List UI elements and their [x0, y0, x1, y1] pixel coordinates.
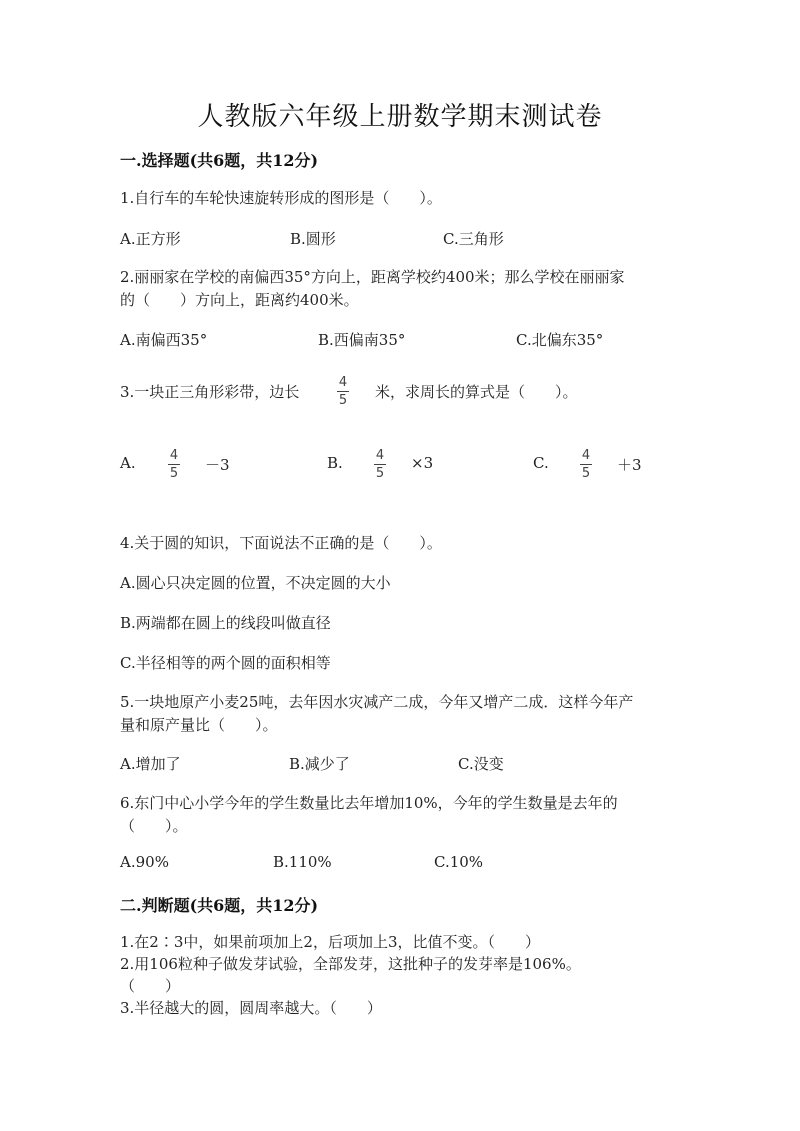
section-2-heading: 二.判断题(共6题，共12分) [120, 896, 319, 915]
question-3-before: 3.一块正三角形彩带，边长 [120, 383, 300, 401]
section-1-heading: 一.选择题(共6题，共12分) [120, 151, 319, 170]
q4-option-a[interactable]: A.圆心只决定圆的位置，不决定圆的大小 [120, 574, 391, 592]
q3-option-c-label[interactable]: C. [533, 454, 549, 472]
page-title: 人教版六年级上册数学期末测试卷 [197, 102, 603, 132]
question-5-line-1: 5.一块地原产小麦25吨，去年因水灾减产二成，今年又增产二成．这样今年产 [120, 693, 634, 711]
question-2-line-2: 的（ ）方向上，距离约400米。 [120, 291, 359, 309]
q4-option-b[interactable]: B.两端都在圆上的线段叫做直径 [120, 614, 331, 632]
q3-option-b-operation: ×3 [411, 454, 434, 472]
fraction-denominator: 5 [375, 466, 385, 481]
q3-option-a-label[interactable]: A. [120, 454, 136, 472]
question-4: 4.关于圆的知识，下面说法不正确的是（ ）。 [120, 534, 442, 552]
q2-option-b[interactable]: B.西偏南35° [318, 331, 406, 349]
question-6-line-2: （ ）。 [120, 817, 188, 835]
question-6-line-1: 6.东门中心小学今年的学生数量比去年增加10%，今年的学生数量是去年的 [120, 794, 618, 812]
q2-option-a[interactable]: A.南偏西35° [120, 331, 208, 349]
judgment-item-1: 1.在2∶3中，如果前项加上2，后项加上3，比值不变。（ ） [120, 933, 540, 951]
q6-option-a[interactable]: A.90% [120, 853, 169, 871]
q6-option-c[interactable]: C.10% [434, 853, 484, 871]
q3-option-a-fraction [168, 448, 180, 481]
q3-option-b-label[interactable]: B. [327, 454, 343, 472]
fraction-denominator: 5 [338, 393, 348, 408]
judgment-item-2: 2.用106粒种子做发芽试验，全部发芽，这批种子的发芽率是106%。 [120, 955, 581, 973]
judgment-item-3: 3.半径越大的圆，圆周率越大。（ ） [120, 999, 382, 1017]
q6-option-b[interactable]: B.110% [273, 853, 332, 871]
question-3-after: 米，求周长的算式是（ ）。 [375, 383, 578, 401]
fraction-numerator: 4 [375, 448, 385, 463]
q2-option-c[interactable]: C.北偏东35° [516, 331, 604, 349]
fraction-bar [374, 464, 386, 465]
question-5-line-2: 量和原产量比（ ）。 [120, 716, 278, 734]
fraction-denominator: 5 [169, 466, 179, 481]
q1-option-a[interactable]: A.正方形 [120, 230, 181, 248]
fraction-numerator: 4 [338, 375, 348, 390]
question-3-fraction [337, 375, 349, 408]
q4-option-c[interactable]: C.半径相等的两个圆的面积相等 [120, 654, 331, 672]
q3-option-b-fraction [374, 448, 386, 481]
q5-option-c[interactable]: C.没变 [458, 755, 504, 773]
fraction-bar [168, 464, 180, 465]
q3-option-c-operation: ＋3 [617, 456, 642, 474]
q3-option-a-operation: －3 [205, 456, 230, 474]
question-2-line-1: 2.丽丽家在学校的南偏西35°方向上，距离学校约400米；那么学校在丽丽家 [120, 268, 625, 286]
q1-option-c[interactable]: C.三角形 [443, 230, 504, 248]
q1-option-b[interactable]: B.圆形 [290, 230, 336, 248]
fraction-denominator: 5 [581, 466, 591, 481]
q5-option-a[interactable]: A.增加了 [120, 755, 181, 773]
question-1: 1.自行车的车轮快速旋转形成的图形是（ ）。 [120, 189, 442, 207]
q3-option-c-fraction [580, 448, 592, 481]
q5-option-b[interactable]: B.减少了 [289, 755, 350, 773]
fraction-numerator: 4 [169, 448, 179, 463]
fraction-bar [580, 464, 592, 465]
judgment-item-2-blank: （ ） [120, 977, 181, 995]
fraction-bar [337, 391, 349, 392]
fraction-numerator: 4 [581, 448, 591, 463]
